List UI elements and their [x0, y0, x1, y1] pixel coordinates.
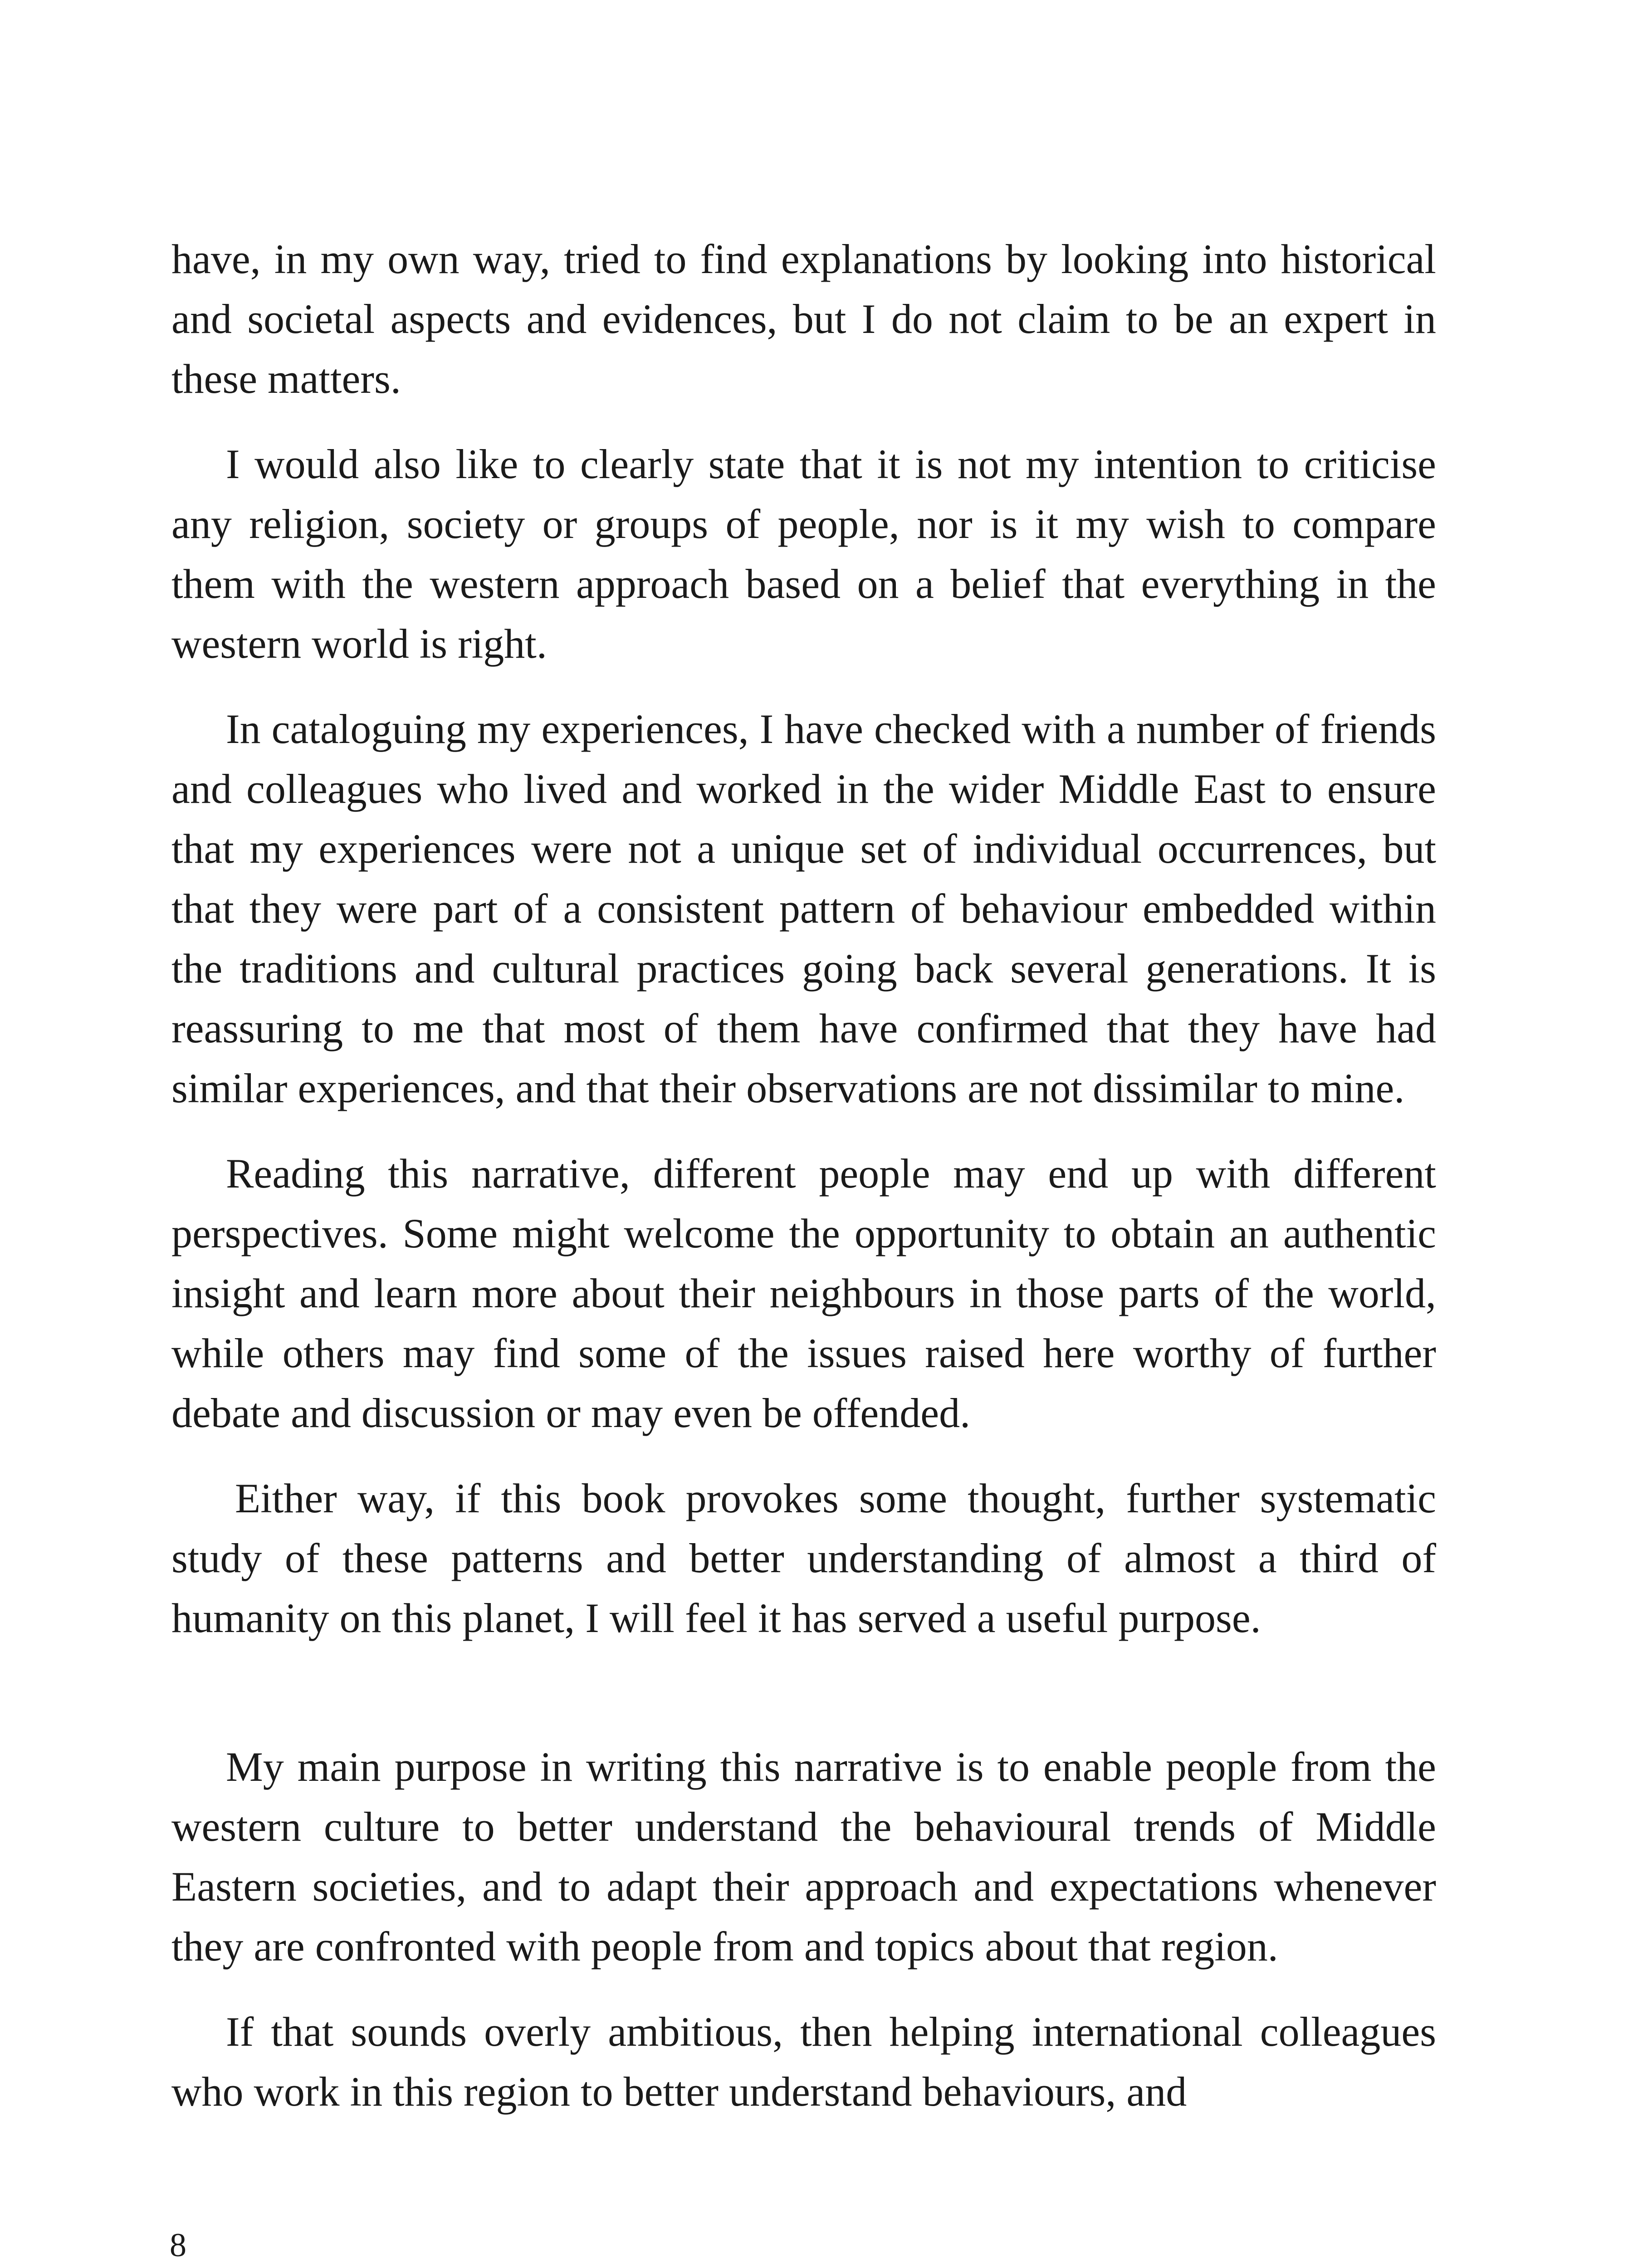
paragraph-either-way: Either way, if this book provokes some thought, further systematic study of these patterns and better understanding of almost a third of humanity on this planet, I will feel it has served a useful purpose.: [171, 1475, 1436, 1641]
page-number: 8: [170, 2227, 186, 2264]
paragraph-cataloguing: In cataloguing my experiences, I have checked with a number of friends and colleagues who lived and worked in the wider Middle East to ensure that my experiences were not a unique set of individual occurrences, but that they were part of a consistent pattern of behaviour embedded within the traditions and cultural practices going back several generations. It is reassuring to me that most of them have confirmed that they have had similar experiences, and that their observations are not dissimilar to mine.: [171, 706, 1436, 1111]
paragraph-continuation: have, in my own way, tried to find explanations by looking into historical and societal aspects and evidences, but I do not claim to be an expert in these matters.: [171, 236, 1436, 402]
paragraph-ambitious: If that sounds overly ambitious, then helping international colleagues who work in this region to better understand behaviours, and: [171, 2009, 1436, 2115]
paragraph-reading: Reading this narrative, different people may end up with different perspectives. Some might welcome the opportunity to obtain an authentic insight and learn more about their neighbours in those parts of the world, while others may find some of the issues raised here worthy of further debate and discussion or may even be offended.: [171, 1150, 1436, 1436]
body-text: [171, 229, 1436, 2121]
paragraph-main-purpose: My main purpose in writing this narrative is to enable people from the western culture to better understand the behavioural trends of Middle Eastern societies, and to adapt their approach and expectations whenever they are confronted with people from and topics about that region.: [171, 1744, 1436, 1970]
paragraph-disclaimer: I would also like to clearly state that it is not my intention to criticise any religion, society or groups of people, nor is it my wish to compare them with the western approach based on a belief that everything in the western world is right.: [171, 441, 1436, 667]
